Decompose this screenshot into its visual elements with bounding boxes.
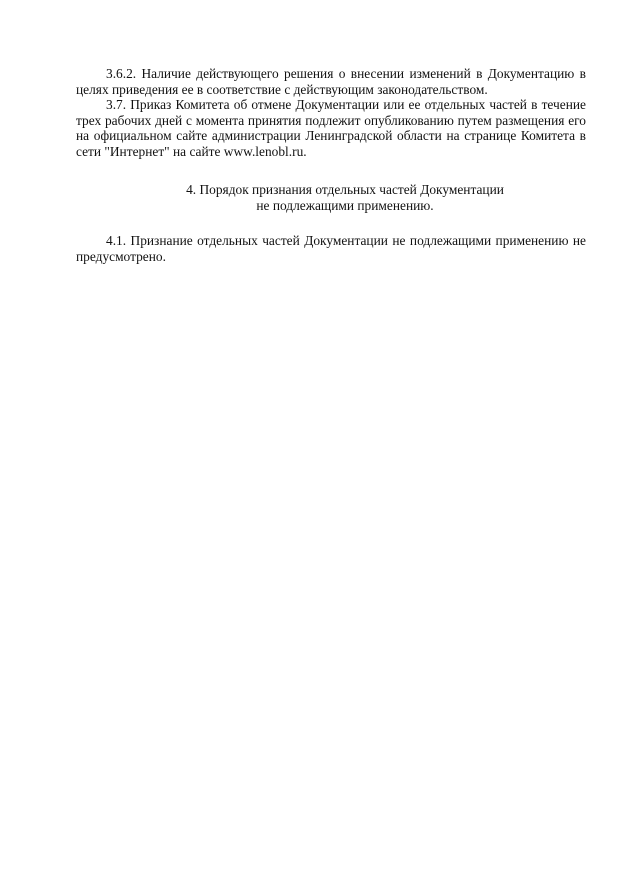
document-body bbox=[76, 66, 586, 264]
section-4-heading-line-2: не подлежащими применению. bbox=[256, 197, 434, 213]
paragraph-3-6-2: 3.6.2. Наличие действующего решения о внесении изменений в Документацию в целях приведения ее в соответствие с действующим законодательством. bbox=[76, 66, 586, 97]
spacer bbox=[76, 159, 586, 182]
spacer bbox=[76, 213, 586, 233]
paragraph-4-1: 4.1. Признание отдельных частей Документации не подлежащими применению не предусмотрено. bbox=[76, 233, 586, 264]
section-4-heading-line-1: 4. Порядок признания отдельных частей Документации bbox=[186, 182, 504, 197]
paragraph-3-7: 3.7. Приказ Комитета об отмене Документации или ее отдельных частей в течение трех рабочих дней с момента принятия подлежит опубликованию путем размещения его на официальном сайте администрации Ленинградской области на странице Комитета в сети "Интернет" на сайте www.lenobl.ru. bbox=[76, 97, 586, 159]
